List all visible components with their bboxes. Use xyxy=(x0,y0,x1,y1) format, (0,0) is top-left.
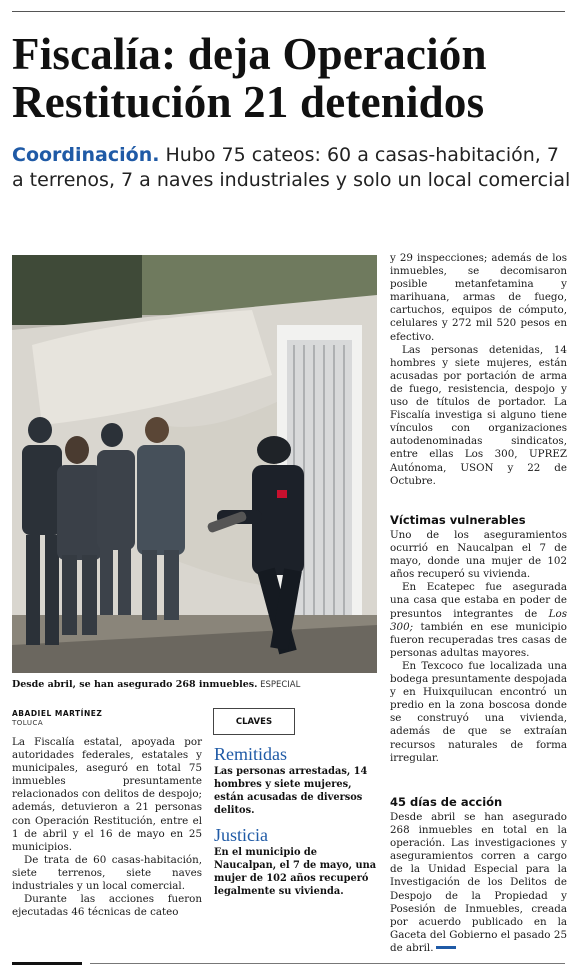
headline xyxy=(12,30,572,126)
claves-title-2: Justicia xyxy=(214,825,268,845)
paragraph-text: Desde abril se han asegurado 268 inmuebles en total en la operación. Las investigaciones y aseguramientos corren a cargo de la Unidad Especial para la Investigación de los Delitos de Despojo de la Propiedad y Posesión de Inmuebles, creada por acuerdo publicado en la Gaceta del Gobierno el pasado 25 de abril. xyxy=(390,811,567,954)
paragraph: Durante las acciones fueron ejecutadas 46 técnicas de cateo xyxy=(12,893,202,919)
paragraph: En Texcoco fue localizada una bodega presuntamente despojada y en Huixquilucan encontró un predio en la zona boscosa donde se construyó una vivienda, además de que se extraían recursos naturales de forma irregular. xyxy=(390,659,567,764)
headline-line-2: Restitución 21 detenidos xyxy=(12,77,485,127)
top-rule xyxy=(12,11,565,12)
subhead-victimas: Víctimas vulnerables xyxy=(390,513,526,527)
paragraph-part: En Ecatepec fue asegurada una casa que estaba en poder de presuntos integrantes de xyxy=(390,581,567,620)
claves-sidebar xyxy=(214,745,380,907)
paragraph: Uno de los aseguramientos ocurrió en Naucalpan el 7 de mayo, donde una mujer de 102 años recuperó su vivienda. xyxy=(390,529,567,581)
claves-text-2: En el municipio de Naucalpan, el 7 de mayo, una mujer de 102 años recuperó legalmente su vivienda. xyxy=(214,847,377,897)
end-of-article-mark xyxy=(436,946,456,949)
paragraph xyxy=(390,581,567,660)
article-column-1 xyxy=(12,736,202,919)
deck-lead: Coordinación. xyxy=(12,144,160,166)
paragraph-part: también en ese municipio fueron recuperadas tres casas de personas adultas mayores. xyxy=(390,620,567,659)
paragraph: La Fiscalía estatal, apoyada por autoridades federales, estatales y municipales, aseguró en total 75 inmuebles presuntamente relacionados con delitos de despojo; además, detuvieron a 21 personas con Operación Restitución, entre el 1 de abril y el 16 de mayo en 25 municipios. xyxy=(12,736,202,853)
paragraph: Las personas detenidas, 14 hombres y siete mujeres, están acusadas por portación de arma de fuego, resistencia, despojo y uso de títulos de portador. La Fiscalía investiga si alguno tiene vínculos con organizaciones autodenominadas sindicatos, entre ellas Los 300, UPREZ Autónoma, USON y 22 de Octubre. xyxy=(390,343,567,487)
article-column-3-top xyxy=(390,252,567,488)
claves-text-1: Las personas arrestadas, 14 hombres y siete mujeres, están acusadas de diversos delitos. xyxy=(214,766,368,816)
headline-line-1: Fiscalía: deja Operación xyxy=(12,29,487,79)
caption-text: Desde abril, se han asegurado 268 inmuebles. xyxy=(12,679,258,690)
subhead-45-dias: 45 días de acción xyxy=(390,795,503,809)
claves-label: CLAVES xyxy=(213,708,295,735)
bottom-rule xyxy=(12,962,82,965)
paragraph: De trata de 60 casas-habitación, siete terrenos, siete naves industriales y un local comercial. xyxy=(12,853,202,893)
police-raid-photo xyxy=(12,255,377,673)
claves-title-1: Remitidas xyxy=(214,744,287,764)
byline-author: ABADIEL MARTÍNEZ xyxy=(12,709,103,718)
deck-text: Hubo 75 cateos: 60 a casas-habitación, 7 a terrenos, 7 a naves industriales y solo un local comercial xyxy=(12,144,571,191)
paragraph xyxy=(390,811,567,955)
paragraph: y 29 inspecciones; además de los inmuebles, se decomisaron posible metanfetamina y marihuana, armas de fuego, cartuchos, equipos de cómputo, celulares y 272 mil 520 pesos en efectivo. xyxy=(390,252,567,343)
news-photo xyxy=(12,255,377,673)
photo-caption xyxy=(12,679,377,690)
deck-subheadline xyxy=(12,143,572,193)
photo-credit: ESPECIAL xyxy=(257,680,301,690)
article-column-3-bottom xyxy=(390,795,567,955)
bottom-rule-thin xyxy=(90,963,565,964)
paragraph-emphasis: Los 300; xyxy=(390,607,567,633)
article-column-3-middle xyxy=(390,513,567,765)
byline-place: TOLUCA xyxy=(12,719,44,727)
